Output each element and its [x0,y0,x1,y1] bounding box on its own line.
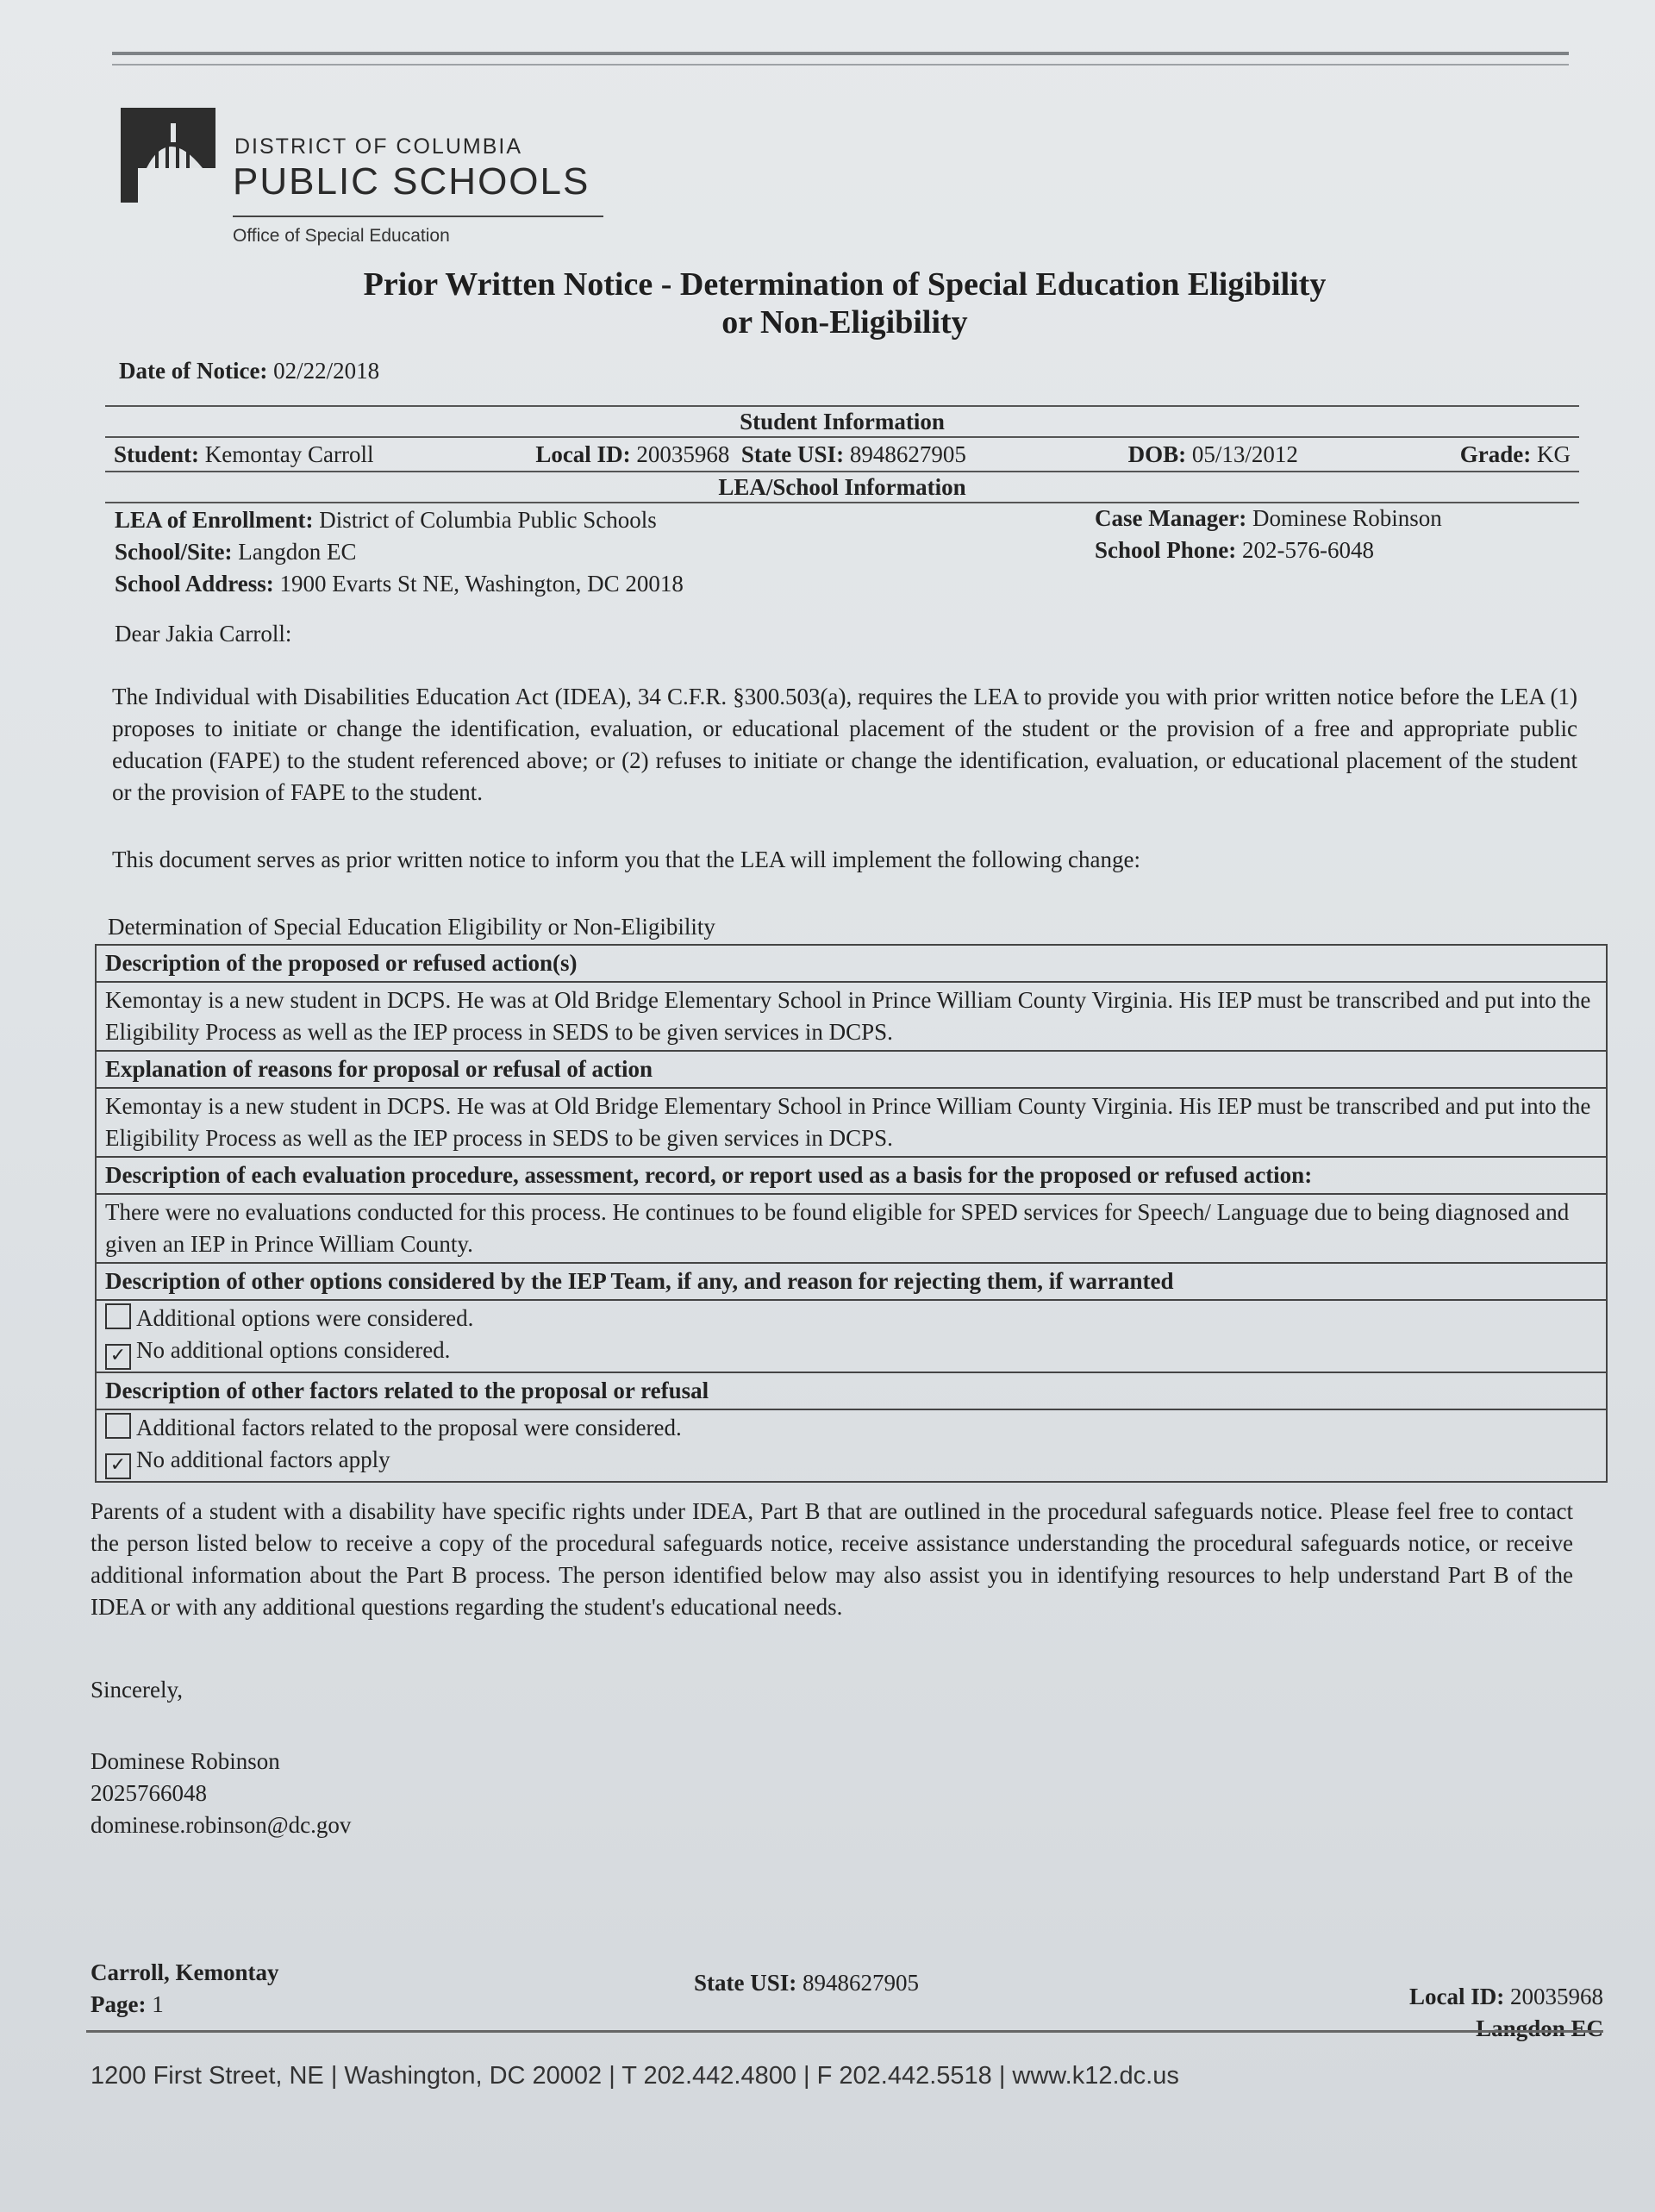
footer-school-name: Langdon EC [1476,2015,1603,2041]
idea-paragraph: The Individual with Disabilities Education Act (IDEA), 34 C.F.R. §300.503(a), requires the LEA to provide you with prior written notice before the LEA (1) proposes to initiate or change the identification, evaluation, or educational placement of the student or the provision of a free and appropriate public education (FAPE) to the student referenced above; or (2) refuses to initiate or change the identification, evaluation, or educational placement of the student or the provision of FAPE to the student. [112,684,1577,805]
address-value: 1900 Evarts St NE, Washington, DC 20018 [279,571,684,597]
notice-paragraph: This document serves as prior written notice to inform you that the LEA will implement the following change: [112,847,1140,872]
footer-school [1293,1981,1603,2045]
grade-label: Grade: [1459,441,1532,467]
option-additional-checkbox[interactable] [105,1303,131,1329]
signature-block [91,1746,351,1841]
evaluation-text: There were no evaluations conducted for this process. He continues to be found eligible for SPED services for Speech/ Language due to being diagnosed and given an IEP in Prince William County. [96,1194,1607,1263]
notice-date-label: Date of Notice: [119,358,268,384]
footer-state-usi [694,1970,919,1996]
determination-table [95,944,1608,1483]
options-checklist [96,1300,1607,1372]
footer-state-usi-value: 8948627905 [803,1970,919,1996]
factors-checklist [96,1409,1607,1482]
phone-label: School Phone: [1095,537,1237,563]
option-additional [105,1303,1597,1334]
student-label: Student: [114,441,200,467]
footer-local-id [1293,1981,1603,2013]
case-manager [1095,503,1442,534]
student-name: Kemontay Carroll [204,441,374,467]
signer-phone: 2025766048 [91,1780,207,1806]
notice-date-value: 02/22/2018 [273,358,380,384]
footer-local-id-value: 20035968 [1510,1984,1603,2009]
title-line2: or Non-Eligibility [721,304,968,341]
case-manager-value: Dominese Robinson [1252,505,1442,531]
evaluation-heading: Description of each evaluation procedure, assessment, record, or report used as a basis for the proposed or refused action: [96,1157,1607,1194]
student-field [114,438,373,471]
address-label: School Address: [115,571,274,597]
phone-value: 202-576-6048 [1242,537,1375,563]
state-usi-label: State USI: [740,441,845,467]
option-none-label: No additional options considered. [136,1337,451,1363]
case-manager-label: Case Manager: [1095,505,1247,531]
reasons-text: Kemontay is a new student in DCPS. He was at Old Bridge Elementary School in Prince William County Virginia. His IEP must be transcribed and put into the Eligibility Process as well as the IEP process in SEDS to be given services in DCPS. [96,1088,1607,1157]
school-site [115,536,684,568]
site-label: School/Site: [115,539,233,565]
lea-details [115,504,684,600]
factor-additional-checkbox[interactable] [105,1413,131,1439]
school-address [115,568,684,600]
footer-page-label: Page: [91,1991,147,2017]
signer-email: dominese.robinson@dc.gov [91,1812,352,1838]
lea-enrollment [115,504,684,536]
option-none-checkbox[interactable]: ✓ [105,1344,131,1370]
footer-student-name: Carroll, Kemontay [91,1959,279,1985]
rights-paragraph: Parents of a student with a disability have specific rights under IDEA, Part B that are outlined in the procedural safeguards notice. Please feel free to contact the person listed below to receive a copy of the procedural safeguards notice, receive assistance understanding the procedural safeguards notice, or receive additional information about the Part B process. The person identified below may also assist you in identifying resources to help understand Part B of the IDEA or with any additional questions regarding the student's educational needs. [91,1498,1573,1620]
lea-info-heading: LEA/School Information [105,471,1579,503]
option-additional-label: Additional options were considered. [136,1305,474,1331]
reasons-heading: Explanation of reasons for proposal or refusal of action [96,1051,1607,1088]
student-info-heading: Student Information [105,405,1579,438]
title-line1: Prior Written Notice - Determination of Special Education Eligibility [363,266,1327,303]
factor-none-checkbox[interactable]: ✓ [105,1453,131,1479]
salutation: Dear Jakia Carroll: [115,621,292,647]
school-phone [1095,534,1442,566]
grade-value: KG [1536,441,1571,467]
determination-label: Determination of Special Education Eligibility or Non-Eligibility [108,914,715,940]
logo-divider [233,216,603,217]
lea-label: LEA of Enrollment: [115,507,314,533]
org-line2: PUBLIC SCHOOLS [233,160,590,203]
document-title [112,266,1577,341]
grade-field [1460,438,1571,471]
footer-address: 1200 First Street, NE | Washington, DC 20002 | T 202.442.4800 | F 202.442.5518 | www.k12.dc.us [91,2062,1179,2090]
option-none [105,1334,1597,1370]
factor-additional [105,1412,1597,1444]
footer-divider [86,2030,1603,2033]
other-factors-heading: Description of other factors related to the proposal or refusal [96,1372,1607,1409]
student-info-row [105,438,1579,471]
student-information [105,405,1579,503]
footer-local-id-label: Local ID: [1409,1984,1505,2009]
footer-state-usi-label: State USI: [694,1970,797,1996]
site-value: Langdon EC [238,539,357,565]
notice-date [119,358,379,384]
org-line1: DISTRICT OF COLUMBIA [234,134,523,159]
proposed-action-heading: Description of the proposed or refused action(s) [96,945,1607,982]
local-id-label: Local ID: [535,441,631,467]
factor-none-label: No additional factors apply [136,1447,390,1472]
lea-value: District of Columbia Public Schools [319,507,657,533]
proposed-action-text: Kemontay is a new student in DCPS. He was at Old Bridge Elementary School in Prince William County Virginia. His IEP must be transcribed and put into the Eligibility Process as well as the IEP process in SEDS to be given services in DCPS. [96,982,1607,1051]
footer-student [91,1957,278,2021]
state-usi-value: 8948627905 [849,441,966,467]
other-options-heading: Description of other options considered by the IEP Team, if any, and reason for rejecting them, if warranted [96,1263,1607,1300]
case-manager-details [1095,503,1442,566]
factor-additional-label: Additional factors related to the proposal were considered. [136,1415,682,1440]
signer-name: Dominese Robinson [91,1748,280,1774]
factor-none [105,1444,1597,1479]
office-name: Office of Special Education [233,226,450,246]
footer-page-number: 1 [152,1991,164,2017]
footer-page [91,1989,278,2021]
dcps-logo [121,103,612,254]
local-id-value: 20035968 [636,441,730,467]
top-rule [112,52,1569,66]
closing: Sincerely, [91,1677,183,1703]
capitol-dome-icon [121,108,215,203]
local-id-field [535,438,966,471]
dob-value: 05/13/2012 [1191,441,1298,467]
dob-label: DOB: [1127,441,1187,467]
dob-field [1128,438,1298,471]
